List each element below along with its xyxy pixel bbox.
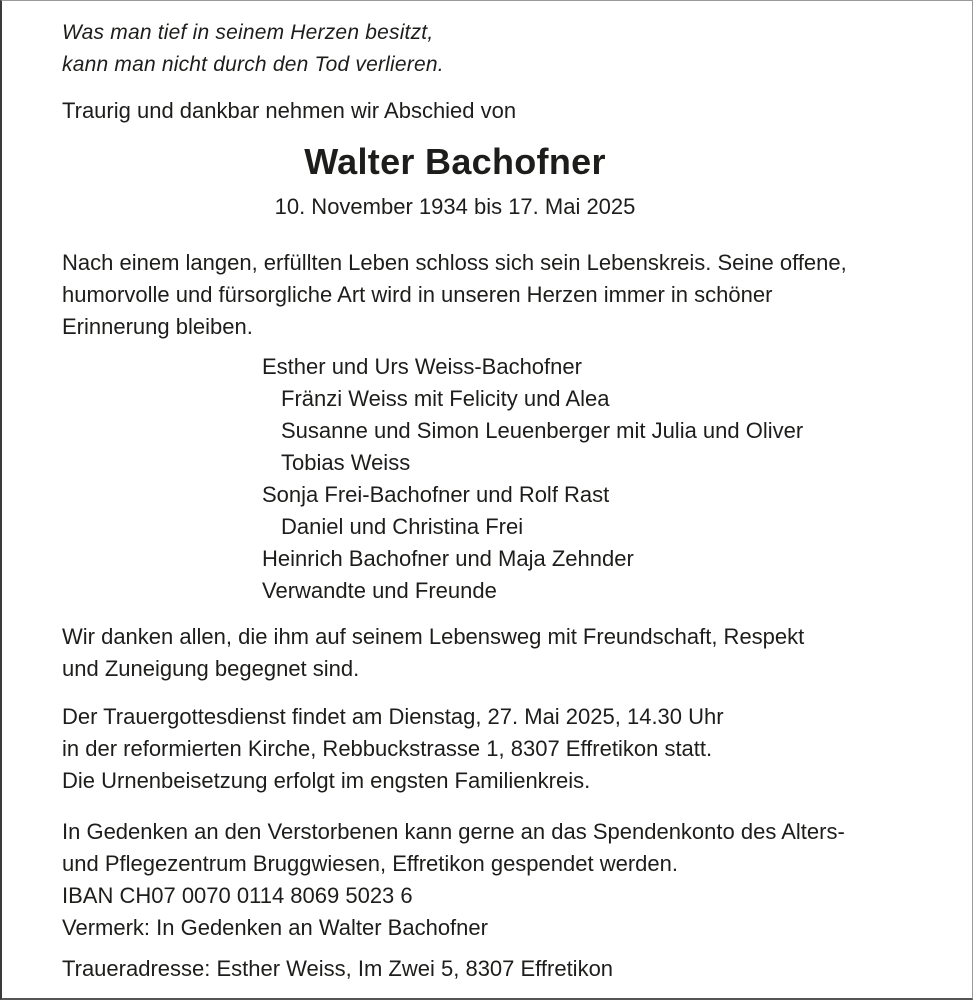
service-paragraph: [62, 701, 914, 797]
mourner-line: Tobias Weiss: [281, 450, 411, 475]
quote-line: kann man nicht durch den Tod verlieren.: [62, 53, 444, 76]
service-line: Die Urnenbeisetzung erfolgt im engsten Familienkreis.: [62, 768, 591, 793]
mourner-line: Esther und Urs Weiss-Bachofner: [262, 354, 582, 379]
thanks-line: und Zuneigung begegnet sind.: [62, 656, 360, 681]
obituary-paragraph: [62, 247, 914, 343]
donation-line: In Gedenken an den Verstorbenen kann gerne an das Spendenkonto des Alters-: [62, 819, 845, 844]
obituary-line: Nach einem langen, erfüllten Leben schloss sich sein Lebenskreis. Seine offene,: [62, 250, 847, 275]
mourners-list: [262, 351, 914, 607]
mourning-address: Traueradresse: Esther Weiss, Im Zwei 5, 8307 Effretikon: [62, 956, 614, 981]
thanks-paragraph: [62, 621, 914, 685]
deceased-name: Walter Bachofner: [304, 141, 606, 182]
vermerk-line: Vermerk: In Gedenken an Walter Bachofner: [62, 915, 488, 940]
mourner-line: Fränzi Weiss mit Felicity und Alea: [281, 386, 610, 411]
intro-line: Traurig und dankbar nehmen wir Abschied von: [62, 98, 517, 123]
service-line: in der reformierten Kirche, Rebbuckstrasse 1, 8307 Effretikon statt.: [62, 736, 713, 761]
mourner-line: Verwandte und Freunde: [262, 578, 497, 603]
thanks-line: Wir danken allen, die ihm auf seinem Lebensweg mit Freundschaft, Respekt: [62, 624, 805, 649]
mourner-line: Heinrich Bachofner und Maja Zehnder: [262, 546, 634, 571]
iban-line: IBAN CH07 0070 0114 8069 5023 6: [62, 883, 413, 908]
donation-paragraph: [62, 816, 914, 944]
donation-line: und Pflegezentrum Bruggwiesen, Effretikon gespendet werden.: [62, 851, 678, 876]
mourner-line: Sonja Frei-Bachofner und Rolf Rast: [262, 482, 610, 507]
obituary-line: humorvolle und fürsorgliche Art wird in unseren Herzen immer in schöner: [62, 282, 773, 307]
quote-line: Was man tief in seinem Herzen besitzt,: [62, 21, 434, 44]
life-dates: 10. November 1934 bis 17. Mai 2025: [274, 194, 636, 219]
mourner-line: Daniel und Christina Frei: [281, 514, 524, 539]
memorial-quote: [62, 17, 914, 81]
name-block: [62, 141, 848, 223]
service-line: Der Trauergottesdienst findet am Dienstag, 27. Mai 2025, 14.30 Uhr: [62, 704, 724, 729]
obituary-line: Erinnerung bleiben.: [62, 314, 253, 339]
mourner-line: Susanne und Simon Leuenberger mit Julia und Oliver: [281, 418, 804, 443]
